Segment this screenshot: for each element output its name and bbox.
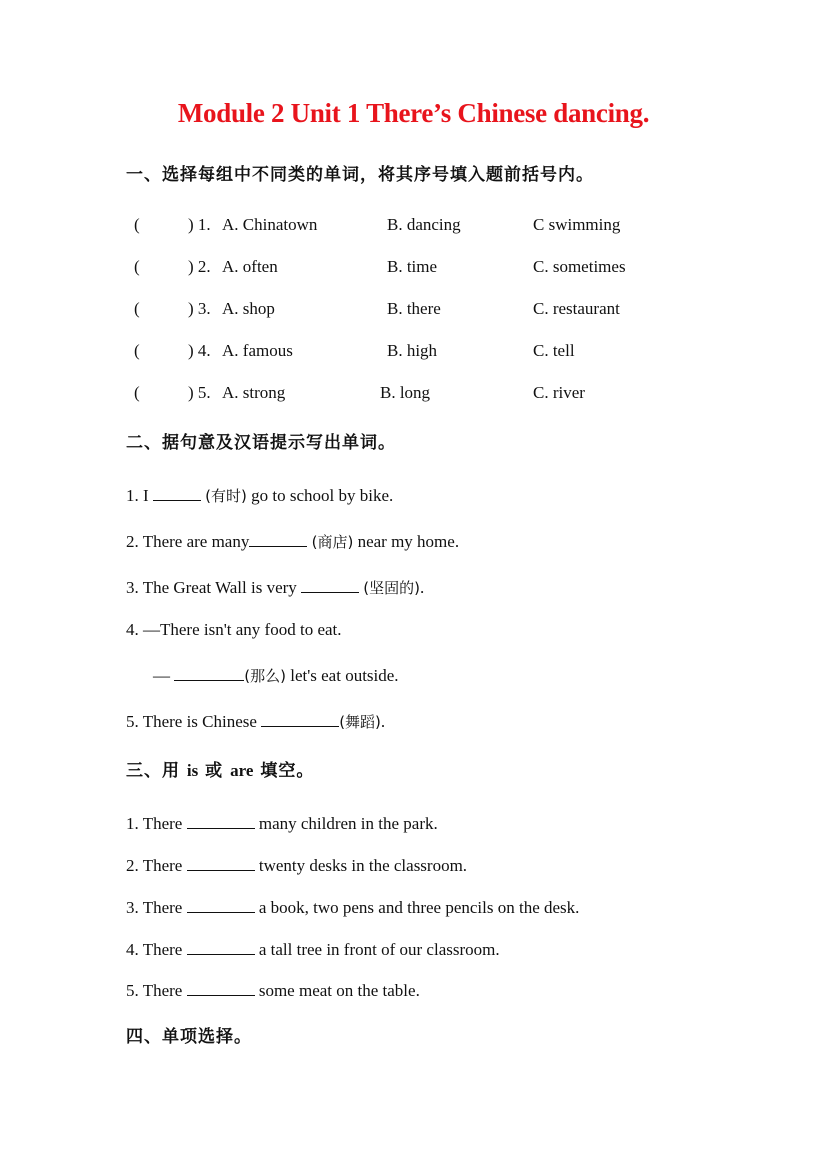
heading-text: 填空。 <box>253 761 315 781</box>
is-are-question-2 <box>126 854 467 876</box>
answer-bracket-open[interactable]: ( <box>134 299 140 318</box>
question-text: 3. There <box>126 898 187 917</box>
is-are-question-4 <box>126 938 500 960</box>
question-number: ) 1. <box>188 215 211 234</box>
question-text: . <box>380 712 386 731</box>
question-text: near my home. <box>353 532 460 551</box>
question-text: . <box>420 578 425 597</box>
option-a: A. often <box>222 257 278 276</box>
option-a: A. Chinatown <box>222 215 318 234</box>
option-c: C. tell <box>533 341 575 360</box>
answer-bracket-open[interactable]: ( <box>134 341 140 360</box>
fill-question-4-reply <box>153 664 399 686</box>
fill-question-5 <box>126 710 385 732</box>
option-a: A. famous <box>222 341 293 360</box>
option-b: B. time <box>387 257 438 276</box>
mc-row-3 <box>0 299 827 323</box>
heading-text: 或 <box>198 761 231 781</box>
chinese-hint: (舞蹈) <box>339 713 381 731</box>
chinese-hint: (坚固的) <box>363 579 421 597</box>
question-text: — <box>153 666 175 685</box>
option-a: A. strong <box>222 383 286 402</box>
fill-question-3 <box>126 576 424 598</box>
is-are-question-5 <box>126 979 420 1001</box>
answer-blank[interactable] <box>249 530 307 547</box>
option-c: C. restaurant <box>533 299 620 318</box>
question-number: ) 5. <box>188 383 211 402</box>
question-text: 5. There <box>126 981 187 1000</box>
question-text: let's eat outside. <box>285 666 399 685</box>
answer-blank[interactable] <box>187 812 255 829</box>
option-b: B. dancing <box>387 215 461 234</box>
question-text: twenty desks in the classroom. <box>254 856 468 875</box>
question-text: a book, two pens and three pencils on the desk. <box>254 898 580 917</box>
mc-row-5 <box>0 383 827 407</box>
option-a: A. shop <box>222 299 275 318</box>
option-c: C. sometimes <box>533 257 626 276</box>
question-text: 4. —There isn't any food to eat. <box>126 620 342 639</box>
mc-row-2 <box>0 257 827 281</box>
fill-question-2 <box>126 530 459 552</box>
question-text: some meat on the table. <box>254 981 420 1000</box>
question-text: 3. The Great Wall is very <box>126 578 302 597</box>
option-b: B. high <box>387 341 438 360</box>
is-are-question-3 <box>126 896 579 918</box>
option-c: C swimming <box>533 215 621 234</box>
answer-blank[interactable] <box>301 576 359 593</box>
is-are-question-1 <box>126 812 438 834</box>
answer-blank[interactable] <box>174 664 244 681</box>
section-2-heading: 二、据句意及汉语提示写出单词。 <box>126 433 396 453</box>
answer-blank[interactable] <box>187 979 255 996</box>
question-text: 4. There <box>126 940 187 959</box>
section-3-heading <box>126 756 314 781</box>
question-number: ) 4. <box>188 341 211 360</box>
worksheet-title: Module 2 Unit 1 There’s Chinese dancing. <box>177 98 650 128</box>
section-1-heading: 一、选择每组中不同类的单词，将其序号填入题前括号内。 <box>126 165 594 185</box>
answer-blank[interactable] <box>187 938 255 955</box>
question-text: go to school by bike. <box>246 486 394 505</box>
heading-word-are: are <box>230 761 254 780</box>
question-text: 1. I <box>126 486 153 505</box>
question-text: 2. There are many <box>126 532 250 551</box>
option-b: B. there <box>387 299 441 318</box>
question-number: ) 3. <box>188 299 211 318</box>
answer-blank[interactable] <box>153 484 201 501</box>
section-4-heading: 四、单项选择。 <box>126 1027 252 1047</box>
heading-word-is: is <box>186 761 199 780</box>
question-text: 2. There <box>126 856 187 875</box>
answer-bracket-open[interactable]: ( <box>134 383 140 402</box>
question-text: 1. There <box>126 814 187 833</box>
answer-blank[interactable] <box>187 896 255 913</box>
question-number: ) 2. <box>188 257 211 276</box>
fill-question-4-prompt <box>126 620 342 640</box>
answer-bracket-open[interactable]: ( <box>134 257 140 276</box>
fill-question-1 <box>126 484 393 506</box>
heading-text: 三、用 <box>126 761 187 781</box>
option-c: C. river <box>533 383 585 402</box>
chinese-hint: (商店) <box>311 533 354 551</box>
answer-bracket-open[interactable]: ( <box>134 215 140 234</box>
question-text: many children in the park. <box>254 814 438 833</box>
question-text: a tall tree in front of our classroom. <box>254 940 500 959</box>
option-b: B. long <box>380 383 431 402</box>
question-text: 5. There is Chinese <box>126 712 262 731</box>
mc-row-4 <box>0 341 827 365</box>
mc-row-1 <box>0 215 827 239</box>
chinese-hint: (那么) <box>244 667 286 685</box>
chinese-hint: (有时) <box>205 487 247 505</box>
answer-blank[interactable] <box>261 710 339 727</box>
answer-blank[interactable] <box>187 854 255 871</box>
